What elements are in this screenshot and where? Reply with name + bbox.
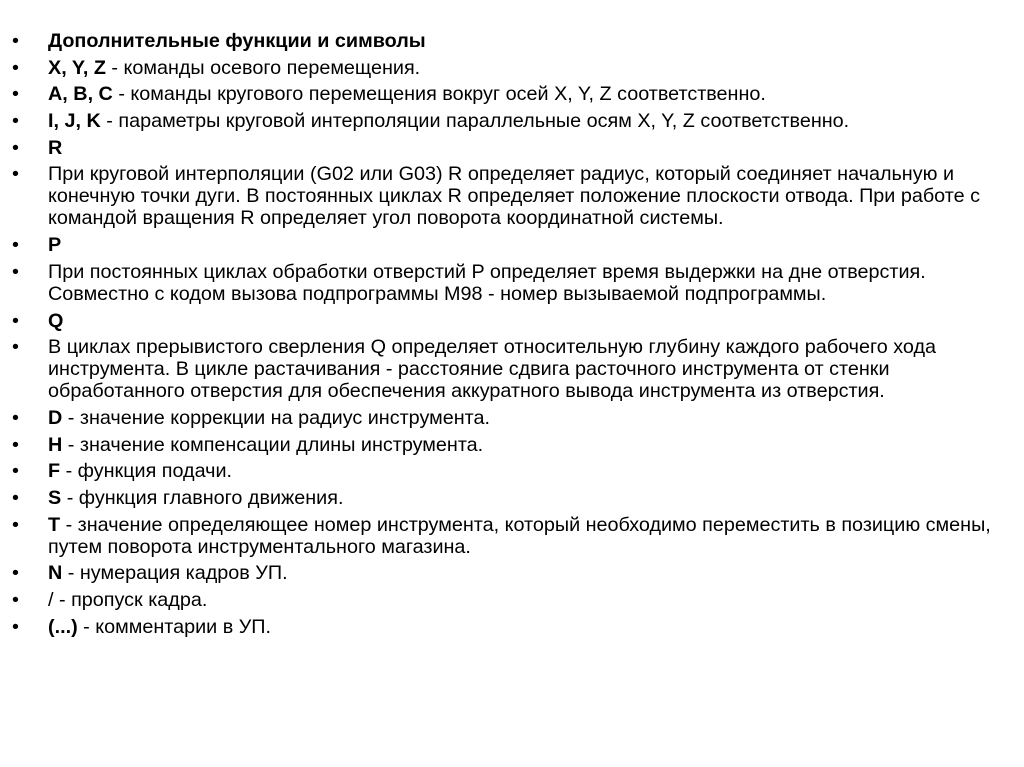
list-item-content bbox=[48, 616, 1002, 638]
list-item-content bbox=[48, 460, 1002, 482]
list-item-term: T bbox=[48, 513, 61, 536]
list-item-term: D bbox=[48, 406, 63, 429]
list-item-text: - значение компенсации длины инструмента. bbox=[62, 433, 484, 456]
list-item-content bbox=[48, 57, 1002, 79]
list-item-text: / - пропуск кадра. bbox=[48, 589, 208, 611]
list-item-content bbox=[48, 487, 1002, 509]
list-item-term: X, Y, Z bbox=[48, 56, 106, 79]
list-item-content bbox=[48, 234, 1002, 256]
bullet-icon: • bbox=[12, 615, 19, 638]
list-item bbox=[12, 110, 1002, 132]
list-item bbox=[12, 30, 1002, 52]
list-item-content bbox=[48, 562, 1002, 584]
list-item-term: R bbox=[48, 136, 63, 159]
bullet-icon: • bbox=[12, 30, 19, 52]
list-item-text: - значение определяющее номер инструмента, который необходимо переместить в позицию смены, путем поворота инструментального магазина. bbox=[48, 513, 991, 558]
list-item-text: - функция главного движения. bbox=[61, 486, 344, 509]
list-item-content bbox=[48, 434, 1002, 456]
list-item bbox=[12, 261, 1002, 305]
list-item-content bbox=[48, 336, 1002, 402]
list-item-content bbox=[48, 83, 1002, 105]
list-item-term: (...) bbox=[48, 615, 78, 638]
bullet-icon: • bbox=[12, 260, 19, 283]
bullet-icon: • bbox=[12, 562, 19, 585]
list-item-term: S bbox=[48, 486, 62, 509]
list-item-content bbox=[48, 137, 1002, 159]
list-item-term: F bbox=[48, 460, 61, 483]
bullet-icon: • bbox=[12, 406, 19, 429]
bullet-icon: • bbox=[12, 110, 19, 133]
list-item-content bbox=[48, 310, 1002, 332]
list-item-content bbox=[48, 163, 1002, 229]
list-item bbox=[12, 234, 1002, 256]
bullet-icon: • bbox=[12, 336, 19, 359]
list-item-term: Q bbox=[48, 309, 64, 332]
list-item-text: При круговой интерполяции (G02 или G03) R определяет радиус, который соединяет начальную и конечную точки дуги. В постоянных циклах R определяет положение плоскости отвода. При работе с командой вращения R определяет угол поворота координатной системы. bbox=[48, 163, 980, 230]
list-item-content bbox=[48, 514, 1002, 558]
bullet-icon: • bbox=[12, 163, 19, 186]
list-item-term: I, J, K bbox=[48, 110, 101, 133]
list-item-term: H bbox=[48, 433, 63, 456]
list-item-text: - команды кругового перемещения вокруг осей X, Y, Z соответственно. bbox=[112, 83, 766, 106]
list-item-text: - нумерация кадров УП. bbox=[62, 562, 288, 585]
bullet-icon: • bbox=[12, 234, 19, 257]
list-item bbox=[12, 336, 1002, 402]
list-item bbox=[12, 589, 1002, 611]
list-item bbox=[12, 310, 1002, 332]
bullet-icon: • bbox=[12, 136, 19, 159]
list-item-content bbox=[48, 261, 1002, 305]
list-item-text: - комментарии в УП. bbox=[77, 615, 271, 638]
list-item-text: - функция подачи. bbox=[60, 460, 233, 483]
list-item-text: - значение коррекции на радиус инструмента. bbox=[62, 406, 490, 429]
bullet-icon: • bbox=[12, 589, 19, 611]
list-item-term: N bbox=[48, 562, 63, 585]
bullet-icon: • bbox=[12, 433, 19, 456]
bullet-icon: • bbox=[12, 83, 19, 106]
list-item bbox=[12, 57, 1002, 79]
bullet-icon: • bbox=[12, 460, 19, 483]
list-item-text: - команды осевого перемещения. bbox=[105, 56, 421, 79]
list-item-term: A, B, C bbox=[48, 83, 113, 106]
list-item-content bbox=[48, 110, 1002, 132]
bullet-icon: • bbox=[12, 513, 19, 536]
list-item bbox=[12, 83, 1002, 105]
list-item-content bbox=[48, 589, 1002, 611]
list-item bbox=[12, 163, 1002, 229]
list-item bbox=[12, 514, 1002, 558]
bullet-icon: • bbox=[12, 56, 19, 79]
list-item-content bbox=[48, 30, 1002, 52]
bullet-icon: • bbox=[12, 309, 19, 332]
list-item-text: При постоянных циклах обработки отверстий P определяет время выдержки на дне отверстия. Совместно с кодом вызова подпрограммы M98 - номер вызываемой подпрограммы. bbox=[48, 260, 926, 305]
list-item-text: В циклах прерывистого сверления Q определяет относительную глубину каждого рабочего хода инструмента. В цикле растачивания - расстояние сдвига расточного инструмента от стенки обработанного отверстия для обеспечения аккуратного вывода инструмента из отверстия. bbox=[48, 336, 937, 403]
list-item bbox=[12, 616, 1002, 638]
list-item bbox=[12, 137, 1002, 159]
bullet-icon: • bbox=[12, 486, 19, 509]
list-item-text: - параметры круговой интерполяции параллельные осям X, Y, Z соответственно. bbox=[100, 110, 850, 133]
list-item bbox=[12, 460, 1002, 482]
list-item bbox=[12, 562, 1002, 584]
bullet-list bbox=[12, 30, 1002, 642]
list-item bbox=[12, 487, 1002, 509]
list-item-term: P bbox=[48, 234, 62, 257]
list-item bbox=[12, 407, 1002, 429]
list-item-content bbox=[48, 407, 1002, 429]
list-item-term: Дополнительные функции и символы bbox=[48, 30, 426, 52]
list-item bbox=[12, 434, 1002, 456]
